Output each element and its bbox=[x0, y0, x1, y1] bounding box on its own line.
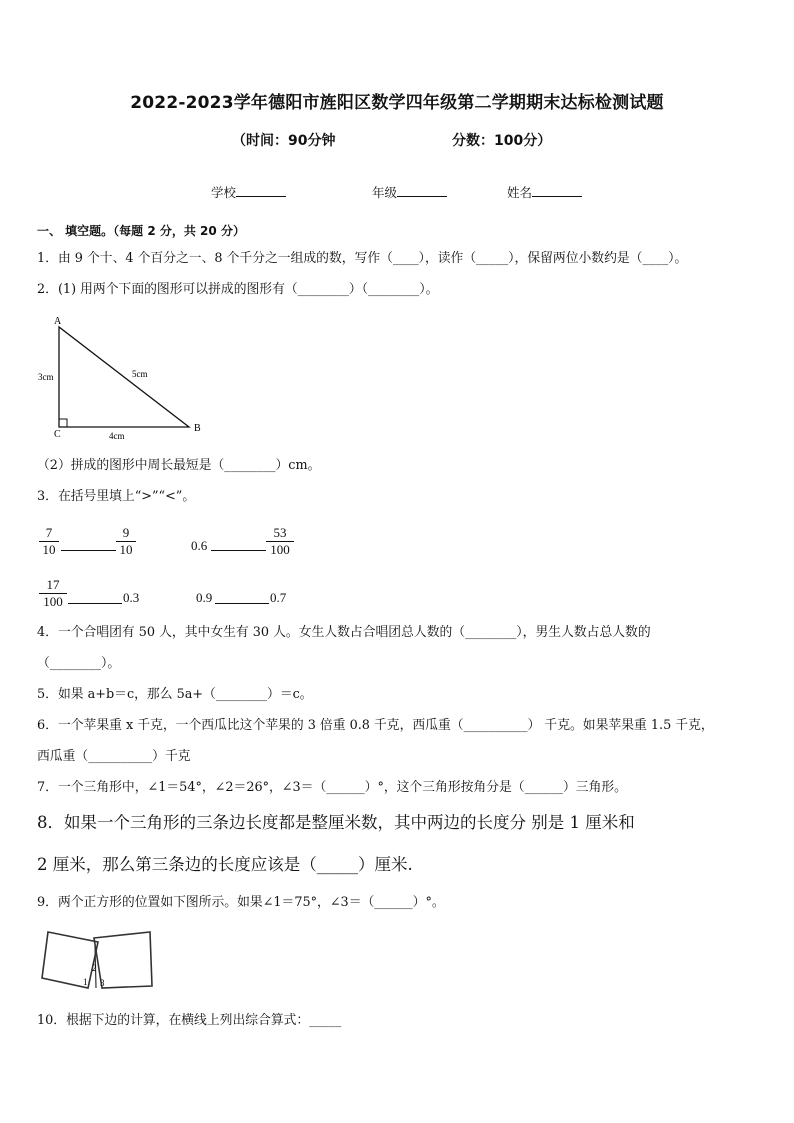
fraction-7-10 bbox=[39, 525, 59, 558]
compare-blank-4[interactable] bbox=[215, 603, 269, 604]
question-3: 3．在括号里填上“>”“<”。 bbox=[37, 489, 196, 504]
decimal-0-7: 0.7 bbox=[270, 590, 287, 605]
question-2a: 2．(1) 用两个下面的图形可以拼成的图形有（________）（________）。 bbox=[37, 282, 439, 297]
question-4a: 4．一个合唱团有 50 人，其中女生有 30 人。女生人数占合唱团总人数的（________），男生人数占总人数的 bbox=[37, 625, 651, 640]
decimal-0-3: 0.3 bbox=[123, 590, 140, 605]
school-label: 学校 bbox=[211, 185, 237, 200]
grade-label: 年级 bbox=[372, 185, 398, 200]
time-label: （时间：90分钟 bbox=[232, 133, 336, 149]
fraction-9-10 bbox=[116, 525, 136, 558]
fraction-numerator: 53 bbox=[273, 525, 287, 540]
question-5: 5．如果 a+b＝c，那么 5a+（________）＝c。 bbox=[37, 687, 313, 702]
question-8a: 8．如果一个三角形的三条边长度都是整厘米数，其中两边的长度分 别是 1 厘米和 bbox=[37, 813, 635, 832]
compare-blank-3[interactable] bbox=[68, 603, 122, 604]
fraction-numerator: 17 bbox=[46, 577, 60, 592]
fraction-denominator: 10 bbox=[42, 542, 56, 557]
vertex-c: C bbox=[54, 429, 61, 440]
name-field bbox=[507, 182, 582, 201]
question-10: 10．根据下边的计算，在横线上列出综合算式：_____ bbox=[37, 1013, 342, 1028]
name-label: 姓名 bbox=[507, 185, 533, 200]
question-4b: （________）。 bbox=[37, 656, 121, 671]
fraction-denominator: 100 bbox=[43, 594, 63, 609]
question-2b: （2）拼成的图形中周长最短是（________）cm。 bbox=[37, 458, 321, 473]
side-ac-label: 3cm bbox=[38, 372, 54, 382]
grade-blank[interactable] bbox=[397, 182, 447, 197]
decimal-0-9: 0.9 bbox=[196, 590, 213, 605]
grade-field bbox=[372, 182, 447, 201]
question-8b: 2 厘米，那么第三条边的长度应该是（_____）厘米. bbox=[37, 855, 413, 874]
question-9: 9．两个正方形的位置如下图所示。如果∠1＝75°，∠3＝（______）°。 bbox=[37, 895, 445, 910]
angle-1-label: 1 bbox=[83, 977, 88, 987]
page-title: 2022-2023学年德阳市旌阳区数学四年级第二学期期末达标检测试题 bbox=[130, 93, 664, 113]
fraction-53-100 bbox=[266, 525, 294, 558]
vertex-b: B bbox=[194, 423, 201, 434]
angle-3-label: 3 bbox=[100, 978, 105, 988]
section-heading: 一、 填空题。（每题 2 分，共 20 分） bbox=[37, 224, 245, 238]
fraction-17-100 bbox=[39, 577, 67, 610]
two-squares-figure bbox=[36, 926, 161, 994]
compare-blank-2[interactable] bbox=[211, 550, 266, 551]
left-square bbox=[42, 932, 98, 988]
question-6b: 西瓜重（__________）千克 bbox=[37, 749, 191, 764]
fraction-numerator: 7 bbox=[45, 525, 53, 540]
triangle-shape bbox=[59, 327, 189, 427]
right-angle-mark bbox=[59, 419, 67, 427]
fraction-denominator: 10 bbox=[119, 542, 133, 557]
school-field bbox=[211, 182, 286, 201]
score-label: 分数：100分） bbox=[452, 133, 552, 149]
fraction-denominator: 100 bbox=[270, 542, 290, 557]
vertex-a: A bbox=[54, 316, 62, 327]
fraction-numerator: 9 bbox=[122, 525, 130, 540]
compare-blank-1[interactable] bbox=[61, 550, 116, 551]
side-ab-label: 5cm bbox=[132, 369, 148, 379]
decimal-0-6: 0.6 bbox=[191, 538, 208, 553]
question-7: 7．一个三角形中，∠1＝54°，∠2＝26°，∠3＝（______）°，这个三角形按角分是（______）三角形。 bbox=[37, 780, 627, 795]
question-1: 1．由 9 个十、4 个百分之一、8 个千分之一组成的数，写作（____），读作（_____），保留两位小数约是（____）。 bbox=[37, 251, 688, 266]
side-cb-label: 4cm bbox=[109, 431, 125, 441]
question-6a: 6．一个苹果重 x 千克，一个西瓜比这个苹果的 3 倍重 0.8 千克，西瓜重（__________） 千克。如果苹果重 1.5 千克， bbox=[37, 718, 714, 733]
school-blank[interactable] bbox=[236, 182, 286, 197]
angle-2-label: 2 bbox=[92, 963, 97, 973]
name-blank[interactable] bbox=[532, 182, 582, 197]
right-triangle-figure bbox=[36, 312, 211, 447]
